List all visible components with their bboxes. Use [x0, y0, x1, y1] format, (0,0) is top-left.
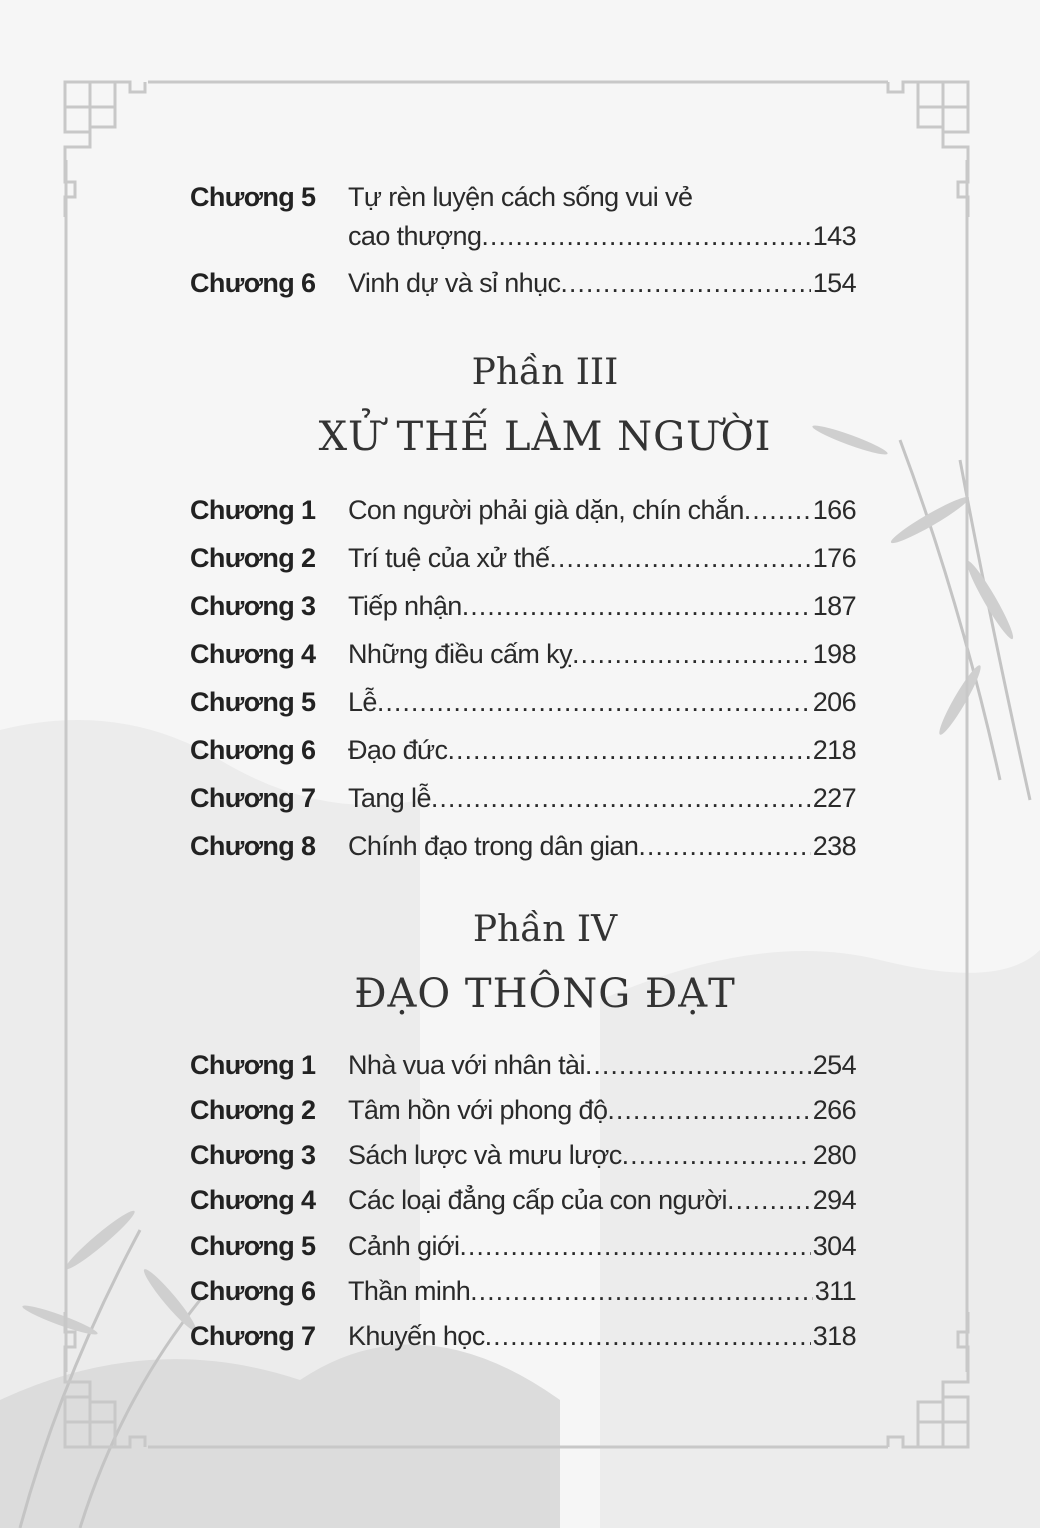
dot-leader — [585, 1050, 811, 1081]
dot-leader — [447, 735, 810, 766]
chapter-title: Chính đạo trong dân gian — [348, 830, 639, 861]
toc-entry — [190, 1274, 856, 1310]
chapter-title: Tâm hồn với phong độ — [348, 1094, 608, 1125]
chapter-title: Khuyến học — [348, 1321, 485, 1352]
page-number: 166 — [812, 494, 856, 525]
chapter-title: Các loại đẳng cấp của con người — [348, 1185, 727, 1216]
chapter-title: Sách lược và mưu lược — [348, 1140, 622, 1171]
chapter-label: Chương 2 — [190, 1094, 316, 1125]
toc-entry — [190, 1092, 856, 1128]
toc-entry — [190, 1047, 856, 1083]
dot-leader — [485, 1321, 811, 1352]
chapter-title: Cảnh giới — [348, 1230, 460, 1261]
chapter-label: Chương 7 — [190, 782, 316, 813]
toc-entry — [190, 1138, 856, 1174]
chapter-label: Chương 1 — [190, 494, 316, 525]
toc-entry — [190, 732, 856, 768]
toc-entry — [190, 780, 856, 816]
page-number: 266 — [812, 1094, 856, 1125]
chapter-title: Lễ — [348, 686, 377, 717]
chapter-label: Chương 6 — [190, 267, 316, 298]
chapter-label: Chương 3 — [190, 1140, 316, 1171]
chapter-title: Những điều cấm kỵ — [348, 638, 572, 669]
chapter-label: Chương 1 — [190, 1049, 316, 1080]
toc-entry — [190, 540, 856, 576]
page-number: 294 — [812, 1185, 856, 1216]
page-number: 311 — [814, 1276, 856, 1306]
page-number: 176 — [812, 542, 856, 573]
chapter-title: Trí tuệ của xử thế — [348, 542, 550, 573]
chapter-label: Chương 6 — [190, 1276, 316, 1306]
part-number: Phần IV — [472, 909, 618, 950]
page-number: 198 — [812, 638, 856, 669]
toc-entry — [190, 636, 856, 672]
chapter-label: Chương 8 — [190, 830, 316, 861]
dot-leader — [744, 495, 811, 526]
chapter-label: Chương 4 — [190, 638, 316, 669]
part-title: XỬ THẾ LÀM NGƯỜI — [318, 414, 772, 460]
toc-entry — [190, 1228, 856, 1264]
page-number: 187 — [812, 590, 856, 621]
toc-entry — [190, 1183, 856, 1219]
page-number: 304 — [812, 1230, 856, 1261]
chapter-title: Tang lễ — [348, 782, 431, 813]
page-number: 254 — [812, 1049, 856, 1080]
chapter-title: Thần minh — [348, 1276, 471, 1306]
chapter-label: Chương 2 — [190, 542, 316, 573]
chapter-label: Chương 5 — [190, 686, 316, 717]
dot-leader — [431, 783, 811, 814]
chapter-label: Chương 5 — [190, 181, 316, 212]
toc-entry — [190, 179, 856, 215]
dot-leader — [607, 1095, 810, 1126]
part-number: Phần III — [471, 352, 619, 393]
dot-leader — [377, 687, 811, 718]
chapter-title: Con người phải già dặn, chín chắn — [348, 494, 744, 525]
chapter-title: Nhà vua với nhân tài — [348, 1049, 585, 1080]
dot-leader — [572, 639, 811, 670]
toc-entry — [190, 265, 856, 301]
page-number: 238 — [812, 830, 856, 861]
toc-entry — [190, 492, 856, 528]
dot-leader — [470, 1276, 813, 1307]
page-number: 227 — [812, 782, 856, 813]
dot-leader — [549, 543, 810, 574]
page-number: 154 — [812, 267, 856, 298]
toc-entry — [190, 1319, 856, 1355]
chapter-title: Vinh dự và sỉ nhục — [348, 267, 561, 298]
dot-leader — [727, 1185, 811, 1216]
page-number: 318 — [812, 1321, 856, 1352]
chapter-label: Chương 3 — [190, 590, 316, 621]
chapter-title: Tiếp nhận — [348, 590, 462, 621]
dot-leader — [638, 831, 810, 862]
dot-leader — [462, 591, 811, 622]
chapter-label: Chương 4 — [190, 1185, 316, 1216]
page-number: 218 — [812, 734, 856, 765]
chapter-label: Chương 5 — [190, 1230, 316, 1261]
dot-leader — [560, 268, 810, 299]
chapter-label: Chương 7 — [190, 1321, 316, 1352]
toc-entry — [190, 684, 856, 720]
toc-entry — [190, 828, 856, 864]
chapter-title: Đạo đức — [348, 734, 448, 765]
page-number: 206 — [812, 686, 856, 717]
toc-entry — [190, 588, 856, 624]
dot-leader — [459, 1231, 810, 1262]
toc-entry — [190, 218, 856, 254]
chapter-title: Tự rèn luyện cách sống vui vẻ — [348, 181, 693, 212]
part-title: ĐẠO THÔNG ĐẠT — [354, 971, 736, 1017]
dot-leader — [622, 1140, 811, 1171]
page-number: 143 — [812, 220, 856, 251]
chapter-title: cao thượng — [348, 220, 482, 251]
chapter-label: Chương 6 — [190, 734, 316, 765]
page-number: 280 — [812, 1140, 856, 1171]
